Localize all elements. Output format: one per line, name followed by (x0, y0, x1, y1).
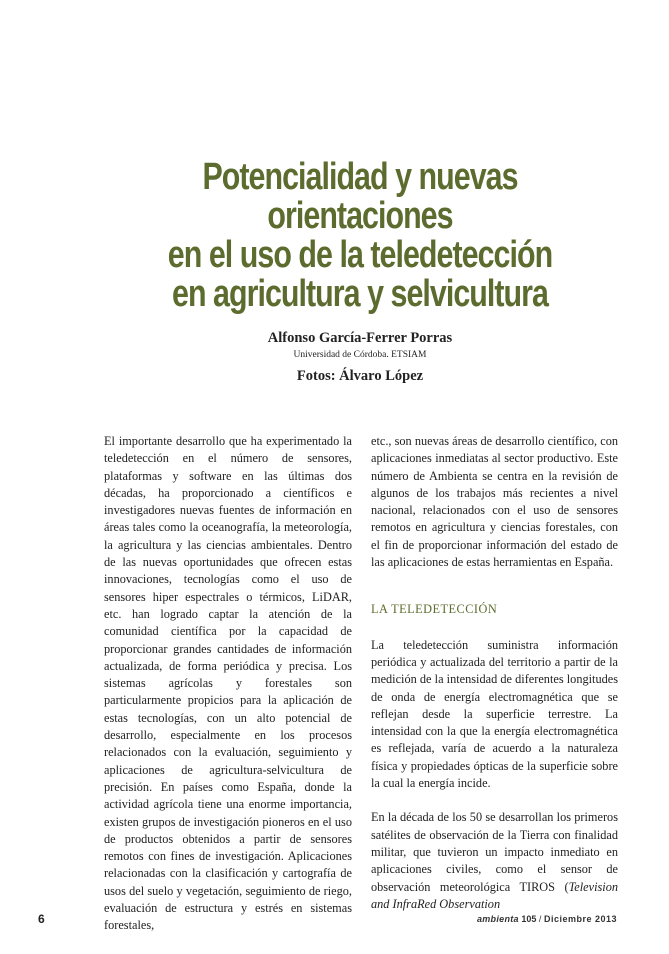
magazine-logo: ambienta (476, 914, 519, 924)
title-line-2: en el uso de la teledetección (167, 234, 553, 276)
page-number: 6 (38, 912, 45, 926)
issue-number: 105 (521, 914, 537, 924)
text-column-right (371, 433, 618, 913)
photo-credit: Fotos: Álvaro López (296, 368, 424, 384)
title-line-1: Potencialidad y nuevas orientaciones (202, 156, 518, 237)
text-column-left (104, 433, 352, 935)
running-footer (477, 914, 617, 924)
paragraph-italic: Television and InfraRed Observation (371, 879, 618, 911)
section-heading: LA TELEDETECCIÓN (371, 602, 498, 617)
author-name: Alfonso García-Ferrer Porras (267, 330, 453, 346)
issue-date: Diciembre 2013 (543, 914, 617, 924)
paragraph-text: En la década de los 50 se desarrollan los primeros satélites de observación de la Tierra con finalidad militar, que tuvieron un impacto inmediato en aplicaciones civiles, como el sensor de observación meteorológica TIROS ( (371, 810, 618, 894)
footer-separator: / (538, 914, 542, 924)
body-paragraph: El importante desarrollo que ha experimentado la teledetección en el número de sensores, plataformas y software en las últimas dos décadas, ha proporcionado a científicos e investigadores nuevas fuentes de información en áreas tales como la oceanografía, la meteorología, la agricultura y las ciencias ambientales. Dentro de las nuevas oportunidades que ofrecen estas innovaciones, tecnologías como el uso de sensores hiper espectrales o térmicos, LiDAR, etc. han logrado captar la atención de la comunidad científica por la capacidad de proporcionar grandes cantidades de información actualizada, de forma periódica y precisa. Los sistemas agrícolas y forestales son particularmente propicios para la aplicación de estas tecnologías, con un alto potencial de desarrollo, especialmente en los procesos relacionados con la evaluación, seguimiento y aplicaciones de agricultura-selvicultura de precisión. En países como España, donde la actividad agrícola tiene una enorme importancia, existen grupos de investigación pioneros en el uso de productos obtenidos a partir de sensores remotos con fines de investigación. Aplicaciones relacionadas con la clasificación y cartografía de usos del suelo y vegetación, seguimiento de riego, evaluación de estructura y estrés en sistemas forestales, (104, 434, 352, 933)
author-affiliation: Universidad de Córdoba. ETSIAM (293, 350, 427, 360)
body-paragraph (371, 809, 618, 913)
body-paragraph: etc., son nuevas áreas de desarrollo científico, con aplicaciones inmediatas al sector productivo. Este número de Ambienta se centra en la revisión de algunos de los trabajos más recientes a nivel nacional, relacionados con el uso de sensores remotos en agricultura y ciencias forestales, con el fin de proporcionar información del estado de las aplicaciones de estas herramientas en España. (371, 434, 618, 570)
body-paragraph: La teledetección suministra información periódica y actualizada del territorio a partir de la medición de la intensidad de diferentes longitudes de onda de energía electromagnética que se reflejan desde la superficie terrestre. La intensidad con la que la energía electromagnética es reflejada, varía de acuerdo a la naturaleza física y propiedades ópticas de la superficie sobre la cual la energía incide. (371, 637, 618, 791)
title-line-3: en agricultura y selvicultura (172, 273, 548, 315)
article-title (136, 158, 584, 314)
